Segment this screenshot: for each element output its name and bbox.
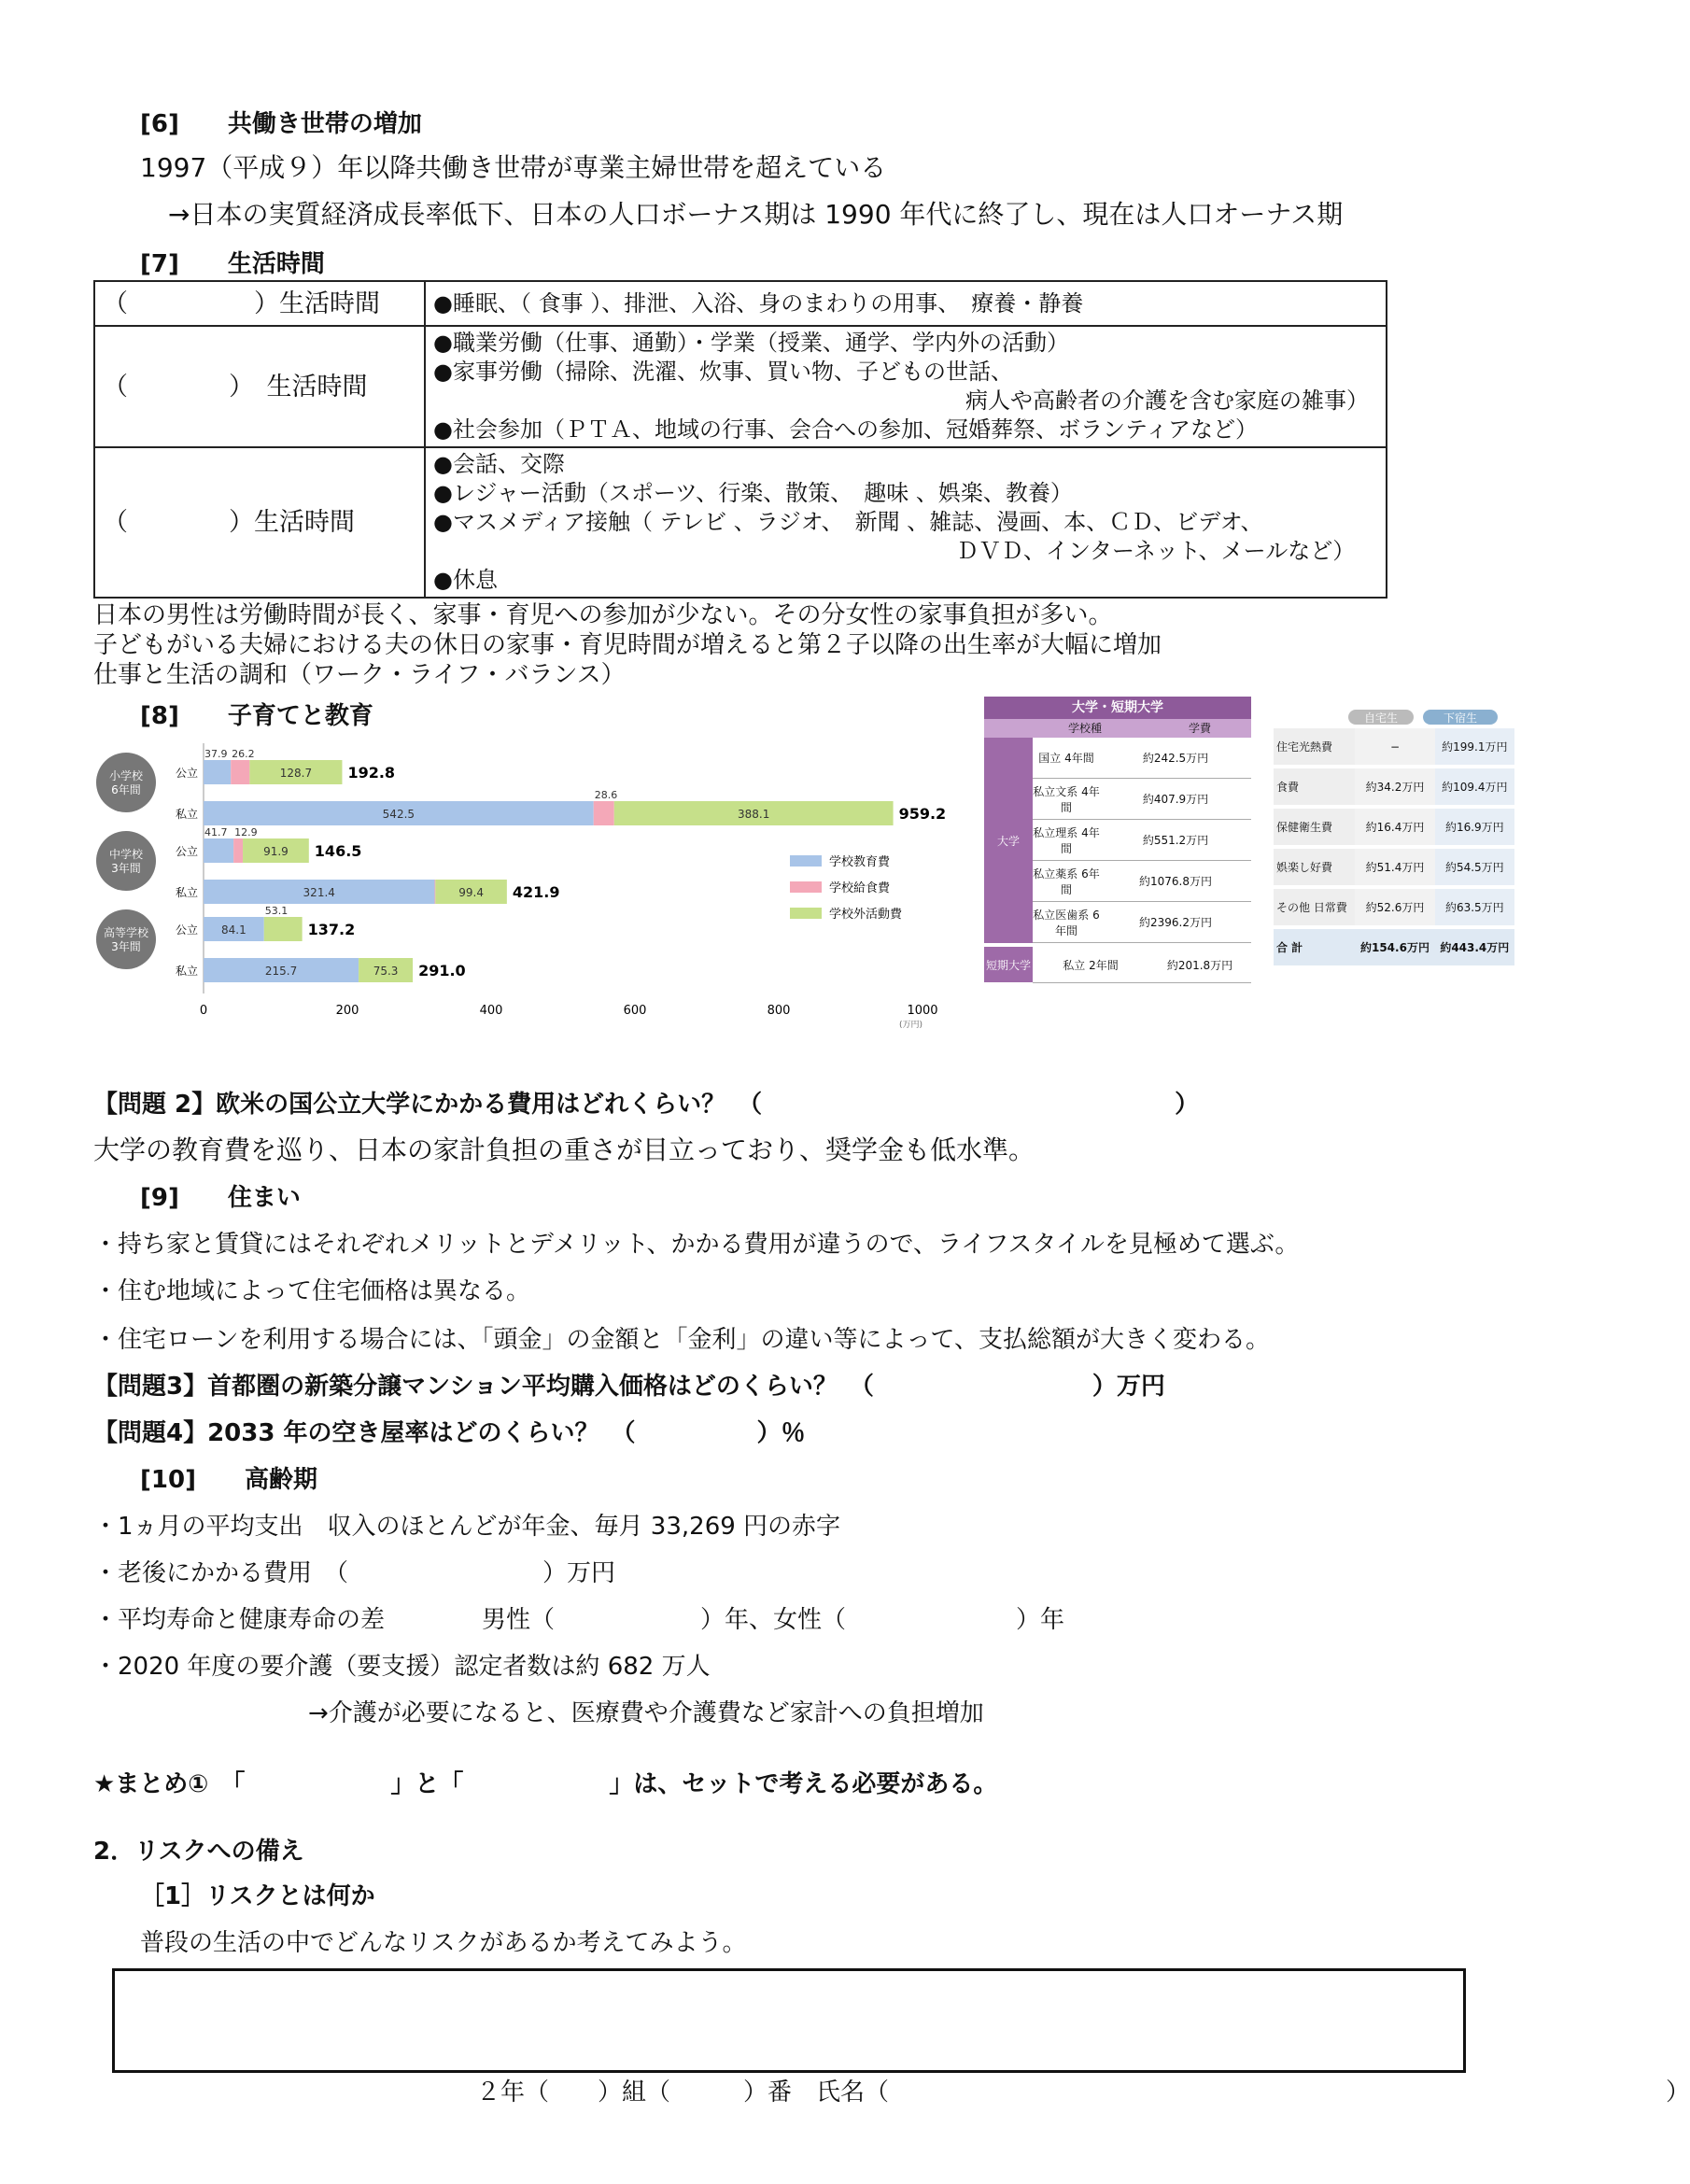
living-row — [1274, 927, 1514, 967]
legend-label: 学校外活動費 — [829, 908, 903, 922]
univ-col2: 学費 — [1188, 722, 1211, 735]
s7-note1: 日本の男性は労働時間が長く、家事・育児への参加が少ない。その分女性の家事負担が多い。 — [93, 601, 1113, 629]
living-row — [1274, 767, 1514, 807]
segment-label: 37.9 — [204, 748, 228, 760]
s7-note2: 子どもがいる夫婦における夫の休日の家事・育児時間が増えると第２子以降の出生率が大幅に増加 — [93, 631, 1162, 659]
segment-label: 26.2 — [232, 748, 255, 760]
living-col2: 下宿生 — [1423, 710, 1498, 725]
living-row — [1274, 807, 1514, 847]
living-cell: 約34.2万円 — [1355, 767, 1434, 807]
section-6-heading: [6] 共働き世帯の増加 — [140, 110, 422, 138]
bar-category: 私立 — [175, 886, 198, 899]
living-cell: 約109.4万円 — [1435, 767, 1514, 807]
segment-label: 84.1 — [221, 923, 246, 937]
s9-bullet: ・持ち家と賃貸にはそれぞれメリットとデメリット、かかる費用が違うので、ライフスタイルを見極めて選ぶ。 — [93, 1231, 1300, 1259]
univ-row — [1033, 861, 1251, 902]
s10-bullet: ・老後にかかる費用 （ ）万円 — [93, 1559, 616, 1587]
name-line: ２年（ ）組（ ）番 氏名（ ） — [476, 2078, 1690, 2107]
life-time-table — [93, 280, 1387, 599]
living-cell: 約199.1万円 — [1435, 728, 1514, 767]
living-cell: 娯楽し好費 — [1274, 847, 1355, 887]
section-7-heading: [7] 生活時間 — [140, 250, 325, 278]
group-label: 小学校 6年間 — [108, 769, 144, 796]
s6-line2: →日本の実質経済成長率低下、日本の人口ボーナス期は 1990 年代に終了し、現在は人口オーナス期 — [168, 199, 1344, 230]
x-tick-label: 1000 — [907, 1004, 938, 1018]
bar-total: 291.0 — [418, 962, 466, 979]
education-cost-chart — [93, 743, 962, 1042]
s10-bullet: ・2020 年度の要介護（要支援）認定者数は約 682 万人 — [93, 1653, 711, 1681]
x-tick-label: 200 — [335, 1004, 359, 1018]
univ-row — [1033, 820, 1251, 861]
summary: ★まとめ① 「 」と「 」は、セットで考える必要がある。 — [93, 1770, 998, 1798]
s10-bullet: ・1ヵ月の平均支出 収入のほとんどが年金、毎月 33,269 円の赤字 — [93, 1513, 841, 1541]
row2-head: （ ） 生活時間 — [94, 326, 425, 447]
question-4: 【問題4】2033 年の空き屋率はどのくらい？ （ ）％ — [93, 1419, 806, 1447]
bar-segment — [233, 838, 243, 863]
segment-label: 12.9 — [234, 826, 258, 838]
section-2-sub: ［1］リスクとは何か — [140, 1882, 375, 1910]
living-cell: 合 計 — [1274, 927, 1355, 967]
bar-segment — [594, 801, 614, 825]
living-cell: 約52.6万円 — [1355, 887, 1434, 927]
bar-segment — [434, 880, 435, 904]
x-tick-label: 0 — [199, 1004, 208, 1018]
univ-title: 大学・短期大学 — [984, 697, 1251, 719]
living-row — [1274, 728, 1514, 767]
living-cell: 約63.5万円 — [1435, 887, 1514, 927]
row3-line: ＤＶＤ、インターネット、メールなど） — [956, 538, 1356, 564]
univ-row — [1033, 738, 1251, 779]
row2-line: 病人や高齢者の介護を含む家庭の雑事） — [965, 387, 1369, 414]
legend-label: 学校教育費 — [829, 855, 891, 869]
x-unit: (万円) — [898, 1021, 922, 1030]
univ-type: 私立薬系 6年間 — [1033, 867, 1100, 896]
row2-content — [425, 326, 1387, 447]
x-tick-label: 400 — [479, 1004, 503, 1018]
segment-label: 53.1 — [264, 905, 289, 917]
living-cell: 約51.4万円 — [1355, 847, 1434, 887]
section-8-heading: [8] 子育てと教育 — [140, 702, 373, 730]
row3-head: （ ）生活時間 — [94, 447, 425, 598]
row3-line: ●会話、交際 — [433, 451, 565, 477]
living-cell: その他 日常費 — [1274, 887, 1355, 927]
segment-label: 28.6 — [594, 789, 618, 801]
bar-total: 146.5 — [314, 842, 362, 860]
row2-line: ●家事労働（掃除、洗濯、炊事、買い物、子どもの世話、 — [433, 359, 1013, 385]
segment-label: 215.7 — [264, 965, 298, 978]
row3-line: ●休息 — [433, 567, 498, 593]
living-row — [1274, 847, 1514, 887]
bar-total: 137.2 — [307, 921, 356, 938]
bar-category: 私立 — [175, 808, 198, 821]
s6-line1: 1997（平成９）年以降共働き世帯が専業主婦世帯を超えている — [140, 152, 887, 183]
segment-label: 41.7 — [204, 826, 228, 838]
bar-segment — [264, 917, 303, 941]
group-badge — [96, 831, 156, 891]
section-2-prompt: 普段の生活の中でどんなリスクがあるか考えてみよう。 — [140, 1929, 747, 1957]
question-2: 【問題 2】欧米の国公立大学にかかる費用はどれくらい？ （ ） — [93, 1091, 1200, 1119]
answer-box[interactable] — [112, 1968, 1466, 2073]
s7-note3: 仕事と生活の調和（ワーク・ライフ・バランス） — [93, 661, 626, 689]
row3-line: ●レジャー活動（スポーツ、行楽、散策、 趣味 、娯楽、教養） — [433, 480, 1073, 506]
univ-group-univ: 大学 — [984, 738, 1033, 943]
bar-category: 公立 — [175, 845, 198, 858]
bar-category: 公立 — [175, 767, 198, 780]
living-cell: 住宅光熱費 — [1274, 728, 1355, 767]
univ-fee: 約201.8万円 — [1166, 958, 1233, 972]
question-2-note: 大学の教育費を巡り、日本の家計負担の重さが目立っており、奨学金も低水準。 — [93, 1134, 1035, 1165]
bar-total: 959.2 — [898, 805, 947, 823]
living-cell: 約16.9万円 — [1435, 807, 1514, 847]
bar-total: 421.9 — [512, 883, 560, 901]
segment-label: 321.4 — [303, 886, 335, 899]
group-badge — [96, 753, 156, 812]
living-cell: 食費 — [1274, 767, 1355, 807]
univ-row — [1033, 779, 1251, 820]
living-cell: 約54.5万円 — [1435, 847, 1514, 887]
living-cell: 約154.6万円 — [1355, 927, 1434, 967]
living-cost-table — [1274, 728, 1514, 969]
legend-swatch — [790, 881, 822, 893]
segment-label: 388.1 — [737, 808, 770, 821]
s9-bullet: ・住む地域によって住宅価格は異なる。 — [93, 1277, 531, 1305]
s10-arrow-note: →介護が必要になると、医療費や介護費など家計への負担増加 — [308, 1699, 984, 1727]
section-10-heading: [10] 高齢期 — [140, 1466, 317, 1494]
group-label: 高等学校 3年間 — [103, 926, 149, 953]
x-tick-label: 800 — [767, 1004, 791, 1018]
univ-row — [1033, 902, 1251, 943]
section-2-heading: 2．リスクへの備え — [93, 1838, 304, 1866]
group-badge — [96, 909, 156, 969]
bar-segment — [231, 760, 249, 784]
segment-label: 99.4 — [458, 886, 484, 899]
segment-label: 128.7 — [279, 767, 313, 780]
segment-label: 542.5 — [382, 808, 415, 821]
legend-label: 学校給食費 — [829, 881, 891, 895]
s10-bullet: ・平均寿命と健康寿命の差 男性（ ）年、女性（ ）年 — [93, 1606, 1065, 1634]
living-cell: 約16.4万円 — [1355, 807, 1434, 847]
bar-total: 192.8 — [347, 764, 396, 782]
legend-swatch — [790, 908, 822, 919]
section-9-heading: [9] 住まい — [140, 1184, 301, 1212]
univ-col1: 学校種 — [1067, 722, 1102, 735]
univ-fee: 約407.9万円 — [1142, 793, 1209, 806]
question-3: 【問題3】首都圏の新築分譲マンション平均購入価格はどのくらい？ （ ）万円 — [93, 1373, 1165, 1401]
bar-segment — [204, 838, 233, 863]
row3-line: ●マスメディア接触（ テレビ 、ラジオ、 新聞 、雑誌、漫画、本、ＣＤ、ビデオ、 — [433, 509, 1263, 535]
univ-fee: 約551.2万円 — [1142, 834, 1209, 847]
legend-swatch — [790, 855, 822, 867]
univ-type: 私立理系 4年間 — [1033, 825, 1100, 855]
row2-line: ●社会参加（ＰＴＡ、地域の行事、会合への参加、冠婚葬祭、ボランティアなど） — [433, 416, 1259, 443]
univ-group-junior: 短期大学 — [984, 947, 1033, 982]
bar-category: 私立 — [175, 965, 198, 978]
living-cell: − — [1355, 728, 1434, 767]
univ-type: 国立 4年間 — [1038, 752, 1094, 765]
row1-content — [425, 281, 1387, 326]
row1-head: （ ）生活時間 — [94, 281, 425, 326]
living-cell: 約443.4万円 — [1435, 927, 1514, 967]
living-row — [1274, 887, 1514, 927]
univ-fee: 約2396.2万円 — [1139, 916, 1212, 929]
row2-line: ●職業労働（仕事、通勤）・学業（授業、通学、学内外の活動） — [433, 330, 1069, 356]
bar-segment — [204, 760, 231, 784]
row3-content — [425, 447, 1387, 598]
bar-category: 公立 — [175, 923, 198, 937]
row1-line: ●睡眠、（ 食事 ）、排泄、入浴、身のまわりの用事、 療養・静養 — [433, 289, 1084, 317]
living-col1: 自宅生 — [1348, 710, 1414, 725]
univ-fee: 約1076.8万円 — [1139, 875, 1212, 888]
univ-fee: 約242.5万円 — [1142, 752, 1209, 765]
living-cell: 保健衛生費 — [1274, 807, 1355, 847]
group-label: 中学校 3年間 — [108, 848, 144, 875]
s9-bullet: ・住宅ローンを利用する場合には、「頭金」の金額と「金利」の違い等によって、支払総額が大きく変わる。 — [93, 1326, 1270, 1354]
segment-label: 91.9 — [263, 845, 289, 858]
univ-type: 私立 2年間 — [1063, 958, 1119, 972]
university-fee-table — [984, 697, 1251, 983]
univ-type: 私立医歯系 6年間 — [1033, 908, 1100, 937]
segment-label: 75.3 — [373, 965, 399, 978]
univ-type: 私立文系 4年間 — [1033, 784, 1100, 814]
x-tick-label: 600 — [623, 1004, 647, 1018]
